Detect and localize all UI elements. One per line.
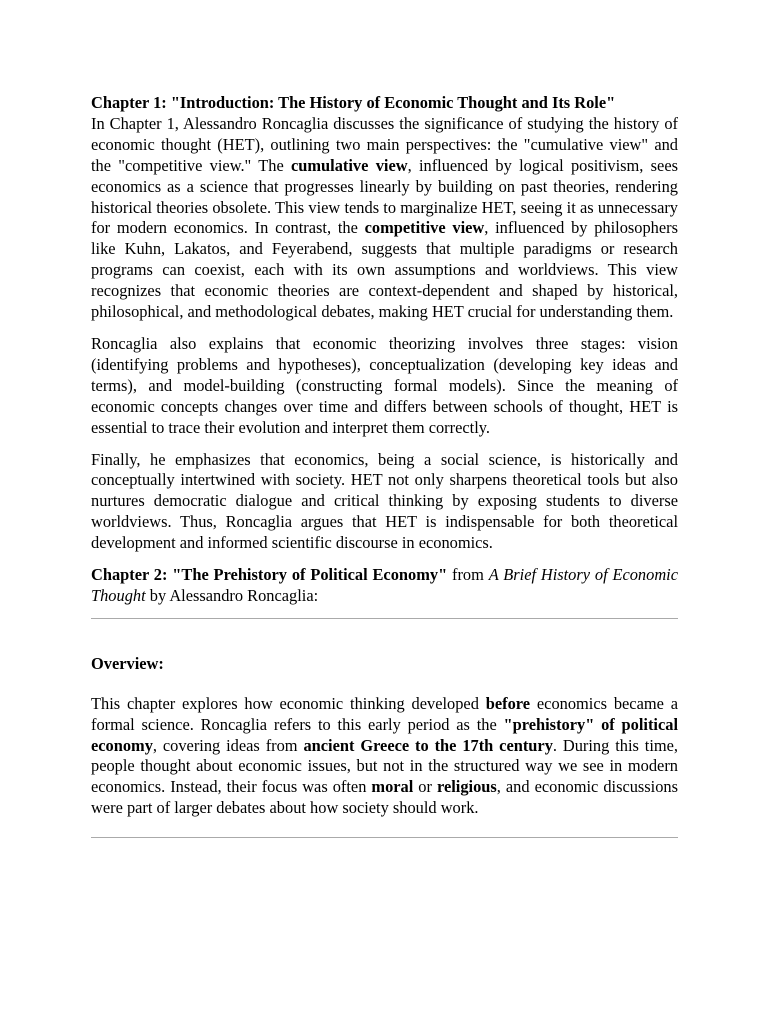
bold-term-before: before — [485, 693, 531, 713]
text-run: , and economic discussions were part of larger debates about how society should work. — [91, 777, 678, 818]
text-run: economics became a formal science. Roncaglia refers to this early period as the — [91, 693, 678, 734]
text-run: from — [447, 565, 489, 585]
text-run: . During this time, people thought about economic issues, but not in the structured way we see in modern economics. Instead, their focus was often — [91, 735, 678, 797]
text-run: In Chapter 1, Alessandro Roncaglia discusses the significance of studying the history of economic thought (HET), outlining two main perspectives: the "cumulative view" and the "competitive view." The — [91, 113, 678, 175]
text-run: This chapter explores how economic thinking developed — [91, 693, 486, 713]
bold-term-religious: religious — [436, 777, 497, 797]
chapter2-heading-bold: Chapter 2: "The Prehistory of Political Economy" — [91, 565, 448, 585]
horizontal-rule — [91, 618, 678, 619]
text-run: by Alessandro Roncaglia: — [145, 585, 319, 605]
bold-term-period: ancient Greece to the 17th century — [303, 735, 553, 755]
text-run: or — [413, 777, 437, 797]
text-run: , influenced by philosophers like Kuhn, Lakatos, and Feyerabend, suggests that multiple paradigms or research programs can coexist, each with its own assumptions and worldviews. This view recognizes that economic theories are context-dependent and shaped by historical, philosophical, and methodological debates, making HET crucial for understanding them. — [91, 218, 678, 322]
bold-term-prehistory: "prehistory" of political economy — [91, 714, 679, 755]
chapter1-paragraph-1 — [91, 114, 678, 323]
chapter2-heading — [91, 565, 678, 607]
book-title: A Brief History of Economic Thought — [91, 565, 678, 605]
chapter1-heading: Chapter 1: "Introduction: The History of Economic Thought and Its Role" — [91, 93, 616, 112]
chapter1-paragraph-2: Roncaglia also explains that economic theorizing involves three stages: vision (identifying problems and hypotheses), conceptualization (developing key ideas and terms), and model-building (constructing formal models). Since the meaning of economic concepts changes over time and differs between schools of thought, HET is essential to trace their evolution and interpret them correctly. — [91, 333, 678, 437]
document-body — [91, 93, 678, 838]
bold-term-cumulative-view: cumulative view — [291, 155, 408, 175]
chapter1-paragraph-3: Finally, he emphasizes that economics, being a social science, is historically and conceptually intertwined with society. HET not only sharpens theoretical tools but also nurtures democratic dialogue and critical thinking by exposing students to diverse worldviews. Thus, Roncaglia argues that HET is indispensable for both theoretical development and informed scientific discourse in economics. — [91, 449, 678, 553]
text-run: , influenced by logical positivism, sees economics as a science that progresses linearly by building on past theories, rendering historical theories obsolete. This view tends to marginalize HET, seeing it as unnecessary for modern economics. In contrast, the — [91, 155, 678, 238]
horizontal-rule — [91, 837, 678, 838]
overview-paragraph — [91, 694, 678, 819]
bold-term-competitive-view: competitive view — [364, 218, 485, 238]
text-run: , covering ideas from — [152, 735, 304, 755]
overview-heading: Overview: — [91, 653, 164, 673]
bold-term-moral: moral — [371, 777, 414, 797]
